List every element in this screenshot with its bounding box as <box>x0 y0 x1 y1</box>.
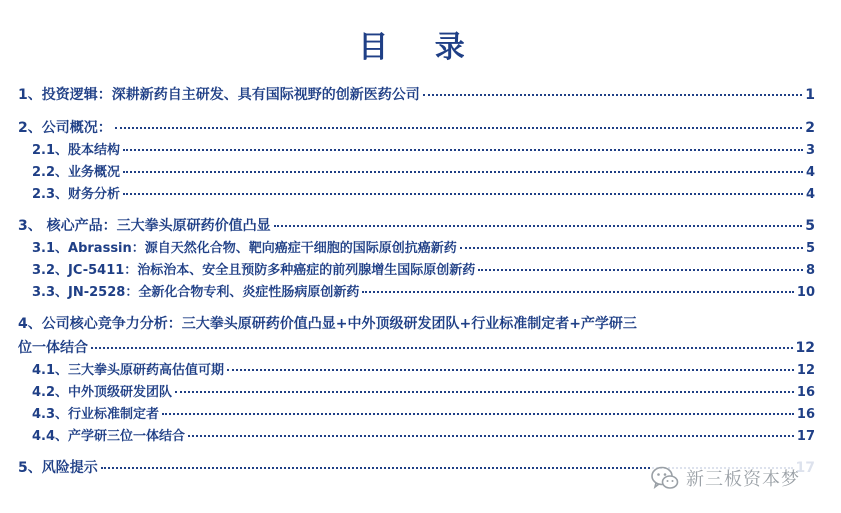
toc-entry-text: 3.2、JC-5411：治标治本、安全且预防多种癌症的前列腺增生国际原创新药 <box>32 263 476 278</box>
toc-entry-4-4[interactable] <box>18 425 815 444</box>
toc-page-number: 4 <box>805 187 815 202</box>
toc-page-number: 4 <box>805 165 815 180</box>
dot-leader <box>274 225 803 227</box>
toc-entry-text: 2.3、财务分析 <box>32 187 121 202</box>
toc-entry-text: 3.1、Abrassin：源自天然化合物、靶向癌症干细胞的国际原创抗癌新药 <box>32 241 457 256</box>
toc-page-number: 12 <box>796 363 815 378</box>
dot-leader <box>188 435 794 437</box>
toc-entry-2[interactable] <box>18 117 815 137</box>
toc-page-number: 5 <box>805 241 815 256</box>
toc-entry-text: 3、 核心产品：三大拳头原研药价值凸显 <box>18 218 271 234</box>
wechat-watermark <box>650 458 835 498</box>
toc-entry-4-2[interactable] <box>18 381 815 400</box>
toc-entry-text: 4.1、三大拳头原研药高估值可期 <box>32 363 225 378</box>
page-title: 目 录 <box>358 30 483 65</box>
dot-leader <box>91 347 793 349</box>
toc-entry-text: 2、公司概况： <box>18 120 112 136</box>
watermark-text: 新三板资本梦 <box>686 469 800 490</box>
toc-entry-text: 位一体结合 <box>18 340 88 356</box>
dot-leader <box>423 94 803 96</box>
toc-entry-2-1[interactable] <box>18 139 815 158</box>
dot-leader <box>123 193 803 195</box>
dot-leader <box>175 391 794 393</box>
dot-leader <box>362 291 794 293</box>
wechat-icon <box>650 463 680 493</box>
toc-entry-1[interactable] <box>18 84 815 104</box>
toc-page-number: 1 <box>805 87 815 103</box>
dot-leader <box>123 171 803 173</box>
toc-page-number: 17 <box>796 429 815 444</box>
toc-page-number: 10 <box>796 285 815 300</box>
toc-entry-text: 4.3、行业标准制定者 <box>32 407 160 422</box>
toc-entry-3-3[interactable] <box>18 281 815 300</box>
toc-entry-4-1[interactable] <box>18 359 815 378</box>
toc-page-number: 16 <box>796 407 815 422</box>
toc-entry-text: 2.2、业务概况 <box>32 165 121 180</box>
toc-entry-4-first-line[interactable]: 4、公司核心竞争力分析：三大拳头原研药价值凸显+中外顶级研发团队+行业标准制定者+产学研三 <box>18 316 637 332</box>
toc-entry-4[interactable] <box>18 337 815 357</box>
toc-entry-2-3[interactable] <box>18 183 815 202</box>
dot-leader <box>478 269 803 271</box>
toc-entry-text: 5、风险提示 <box>18 460 98 476</box>
toc-entry-3-2[interactable] <box>18 259 815 278</box>
toc-entry-4-3[interactable] <box>18 403 815 422</box>
toc-entry-3[interactable] <box>18 215 815 235</box>
toc-page-number: 16 <box>796 385 815 400</box>
toc-entry-3-1[interactable] <box>18 237 815 256</box>
dot-leader <box>227 369 794 371</box>
dot-leader <box>123 149 803 151</box>
toc-entry-text: 4.4、产学研三位一体结合 <box>32 429 186 444</box>
toc-page-number: 8 <box>805 263 815 278</box>
toc-page-number: 5 <box>805 218 815 234</box>
toc-page-number: 2 <box>805 120 815 136</box>
toc-entry-2-2[interactable] <box>18 161 815 180</box>
toc-entry-text: 1、投资逻辑：深耕新药自主研发、具有国际视野的创新医药公司 <box>18 87 420 103</box>
toc-entry-text: 3.3、JN-2528：全新化合物专利、炎症性肠病原创新药 <box>32 285 360 300</box>
toc-entry-text: 2.1、股本结构 <box>32 143 121 158</box>
dot-leader <box>460 247 803 249</box>
toc-page-number: 12 <box>795 340 815 356</box>
toc-page-number: 3 <box>805 143 815 158</box>
dot-leader <box>115 127 803 129</box>
dot-leader <box>162 413 794 415</box>
toc-entry-text: 4.2、中外顶级研发团队 <box>32 385 173 400</box>
